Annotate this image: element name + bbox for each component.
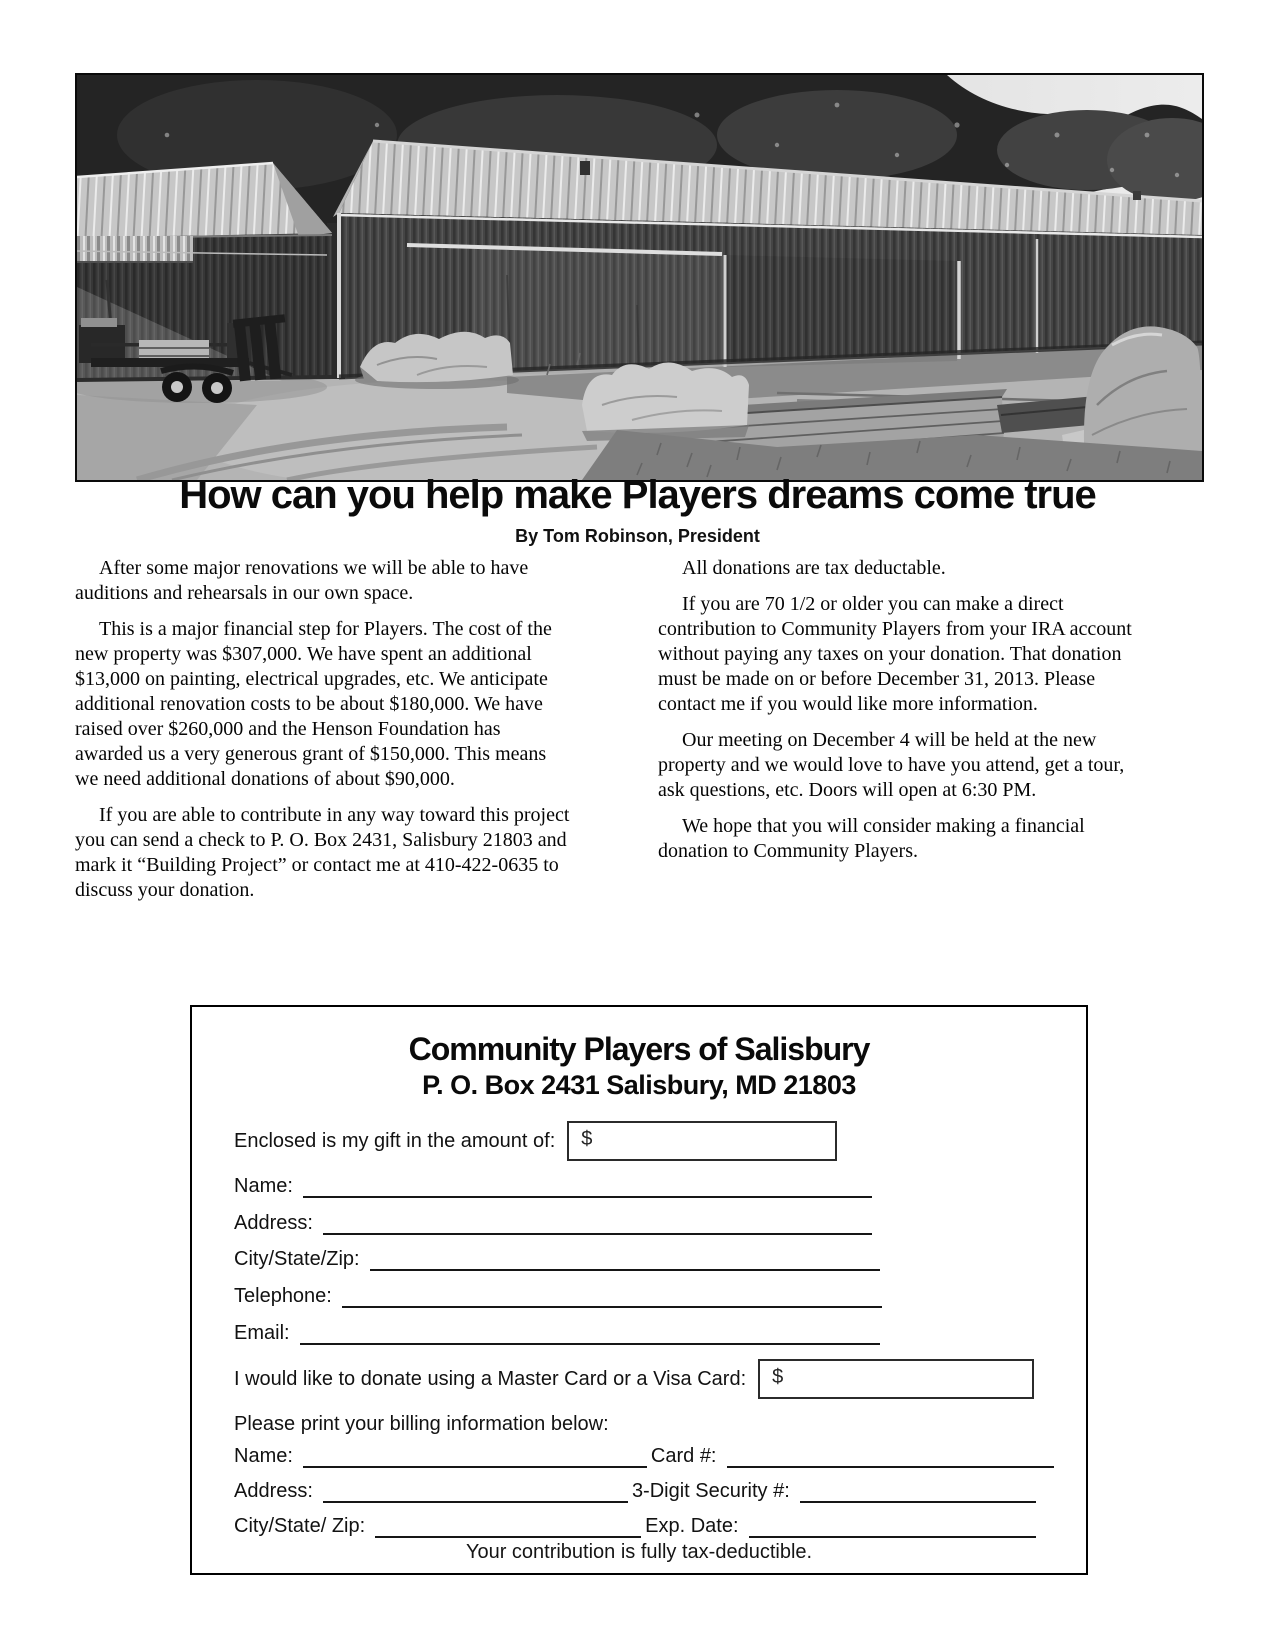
byline: By Tom Robinson, President xyxy=(515,526,760,546)
city-state-zip-blank-line xyxy=(370,1267,880,1271)
card-donation-label: I would like to donate using a Master Card or a Visa Card: xyxy=(234,1367,747,1390)
name-label: Name: xyxy=(234,1175,293,1197)
telephone-row xyxy=(234,1285,882,1308)
exp-date-blank-line xyxy=(749,1534,1036,1538)
billing-address-label: Address: xyxy=(234,1480,313,1502)
billing-address-blank-line xyxy=(323,1499,628,1503)
building-photo xyxy=(75,73,1204,482)
paragraph: After some major renovations we will be able to have auditions and rehearsals in our own space. xyxy=(75,557,529,604)
billing-name-label: Name: xyxy=(234,1445,293,1467)
right-column xyxy=(658,556,1155,914)
email-blank-line xyxy=(300,1341,880,1345)
paragraph: If you are 70 1/2 or older you can make a direct contribution to Community Players from your IRA account without paying any taxes on your donation. That donation must be made on or before December 31, 2013. Please contact me if you would like more information. xyxy=(658,593,1132,715)
city-state-zip-row xyxy=(234,1248,880,1271)
gift-amount-row xyxy=(234,1121,837,1161)
address-blank-line xyxy=(323,1231,872,1235)
card-donation-row xyxy=(234,1359,1034,1399)
exp-date-label: Exp. Date: xyxy=(645,1515,739,1537)
billing-city-exp-row xyxy=(234,1515,1036,1538)
paragraph: All donations are tax deductable. xyxy=(682,557,946,579)
headline: How can you help make Players dreams come true xyxy=(179,473,1096,517)
name-blank-line xyxy=(303,1194,872,1198)
paragraph: We hope that you will consider making a financial donation to Community Players. xyxy=(658,815,1085,862)
gift-amount-box xyxy=(567,1121,837,1161)
billing-city-label: City/State/ Zip: xyxy=(234,1515,366,1537)
billing-note: Please print your billing information below: xyxy=(234,1413,609,1435)
security-code-label: 3-Digit Security #: xyxy=(631,1480,790,1502)
paragraph: Our meeting on December 4 will be held at the new property and we would love to have you attend, get a tour, ask questions, etc. Doors will open at 6:30 PM. xyxy=(658,729,1125,801)
name-row xyxy=(234,1175,872,1198)
telephone-blank-line xyxy=(342,1304,882,1308)
billing-name-card-row xyxy=(234,1445,1054,1468)
currency-sign: $ xyxy=(581,1128,593,1150)
card-number-label: Card #: xyxy=(650,1445,717,1467)
card-amount-box xyxy=(758,1359,1034,1399)
left-column xyxy=(75,556,572,914)
gift-amount-label: Enclosed is my gift in the amount of: xyxy=(234,1129,556,1152)
tax-deductible-note: Your contribution is fully tax-deductible. xyxy=(465,1541,813,1563)
form-title: Community Players of Salisbury xyxy=(408,1031,870,1067)
article-body xyxy=(75,556,1200,914)
email-label: Email: xyxy=(234,1322,290,1344)
billing-address-security-row xyxy=(234,1480,1036,1503)
billing-note-row xyxy=(234,1413,609,1436)
address-row xyxy=(234,1212,872,1235)
donation-form xyxy=(190,1005,1088,1575)
email-row xyxy=(234,1322,880,1345)
paragraph: If you are able to contribute in any way toward this project you can send a check to P. O. Box 2431, Salisbury 21803 and mark it “Building Project” or contact me at 410-422-0635 to discuss your donation. xyxy=(75,804,570,901)
building-photo-art xyxy=(77,75,1202,480)
security-code-blank-line xyxy=(800,1499,1036,1503)
telephone-label: Telephone: xyxy=(234,1285,332,1307)
card-number-blank-line xyxy=(727,1464,1055,1468)
address-label: Address: xyxy=(234,1212,313,1234)
form-subtitle: P. O. Box 2431 Salisbury, MD 21803 xyxy=(422,1070,856,1100)
currency-sign: $ xyxy=(772,1366,784,1388)
billing-name-blank-line xyxy=(303,1464,647,1468)
billing-city-blank-line xyxy=(375,1534,641,1538)
city-state-zip-label: City/State/Zip: xyxy=(234,1248,360,1270)
paragraph: This is a major financial step for Players. The cost of the new property was $307,000. We have spent an additional $13,000 on painting, electrical upgrades, etc. We anticipate additional renovation costs to be about $180,000. We have raised over $260,000 and the Henson Foundation has awarded us a very generous grant of $150,000. This means we need additional donations of about $90,000. xyxy=(75,618,552,790)
